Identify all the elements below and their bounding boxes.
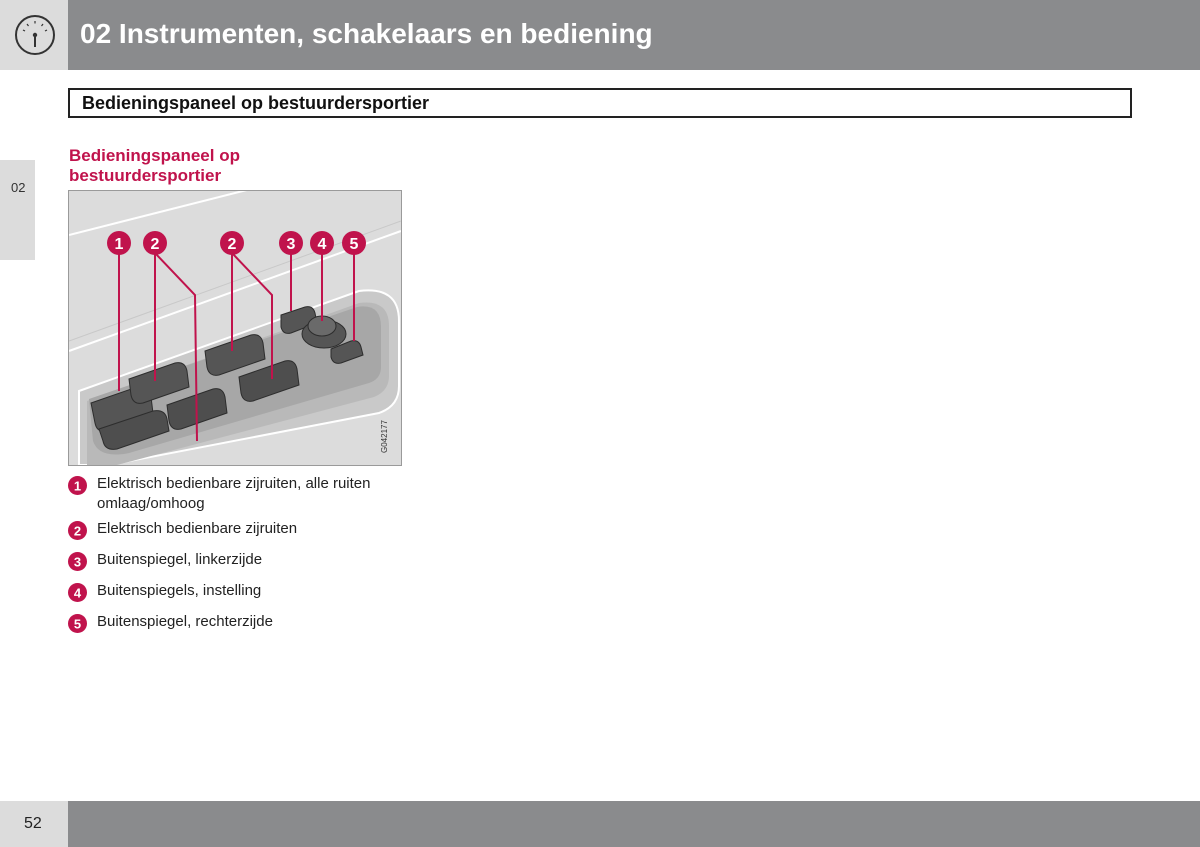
legend-badge: [68, 583, 87, 602]
legend-text: Elektrisch bedienbare zijruiten, alle ruiten omlaag/omhoog: [97, 475, 371, 512]
door-panel-illustration: [69, 191, 401, 465]
legend-number: 5: [73, 616, 82, 632]
section-title-box: [68, 88, 1132, 118]
chapter-icon-box: [0, 0, 68, 70]
footer-band: [0, 801, 1200, 847]
callout-label: 5: [349, 236, 359, 253]
callout-badge: [107, 231, 131, 255]
legend-badge: [68, 476, 87, 495]
door-panel-figure: [68, 190, 402, 466]
legend-number: 2: [73, 523, 82, 539]
page-number: 52: [24, 815, 42, 832]
header-band: [0, 0, 1200, 70]
chapter-side-tab-label: 02: [11, 180, 26, 195]
legend-badge: [68, 552, 87, 571]
callout-badge: [143, 231, 167, 255]
legend-number: 4: [73, 585, 82, 601]
legend-text: Elektrisch bedienbare zijruiten: [97, 520, 298, 537]
chapter-title: 02 Instrumenten, schakelaars en bediening: [80, 18, 653, 49]
legend-number: 3: [73, 554, 82, 570]
legend-badge: [68, 521, 87, 540]
callout-label: 3: [286, 236, 296, 253]
legend-text: Buitenspiegel, rechterzijde: [97, 613, 273, 630]
callout-badge: [310, 231, 334, 255]
callout-badge: [342, 231, 366, 255]
legend-text: Buitenspiegel, linkerzijde: [97, 551, 263, 568]
callout-badge: [279, 231, 303, 255]
legend-text: Buitenspiegels, instelling: [97, 582, 262, 599]
figure-code: G042177: [380, 420, 389, 453]
sub-heading: Bedieningspaneel op bestuurdersportier: [69, 146, 240, 185]
callout-badge: [220, 231, 244, 255]
legend-badge: [68, 614, 87, 633]
callout-label: 4: [317, 236, 327, 253]
gauge-icon: [14, 14, 56, 56]
chapter-side-tab: [0, 160, 35, 260]
callout-label: 2: [150, 236, 160, 253]
section-title: Bedieningspaneel op bestuurdersportier: [82, 93, 430, 113]
page-number-box: [0, 801, 68, 847]
callout-label: 1: [114, 236, 124, 253]
callout-label: 2: [227, 236, 237, 253]
legend-number: 1: [73, 478, 82, 494]
